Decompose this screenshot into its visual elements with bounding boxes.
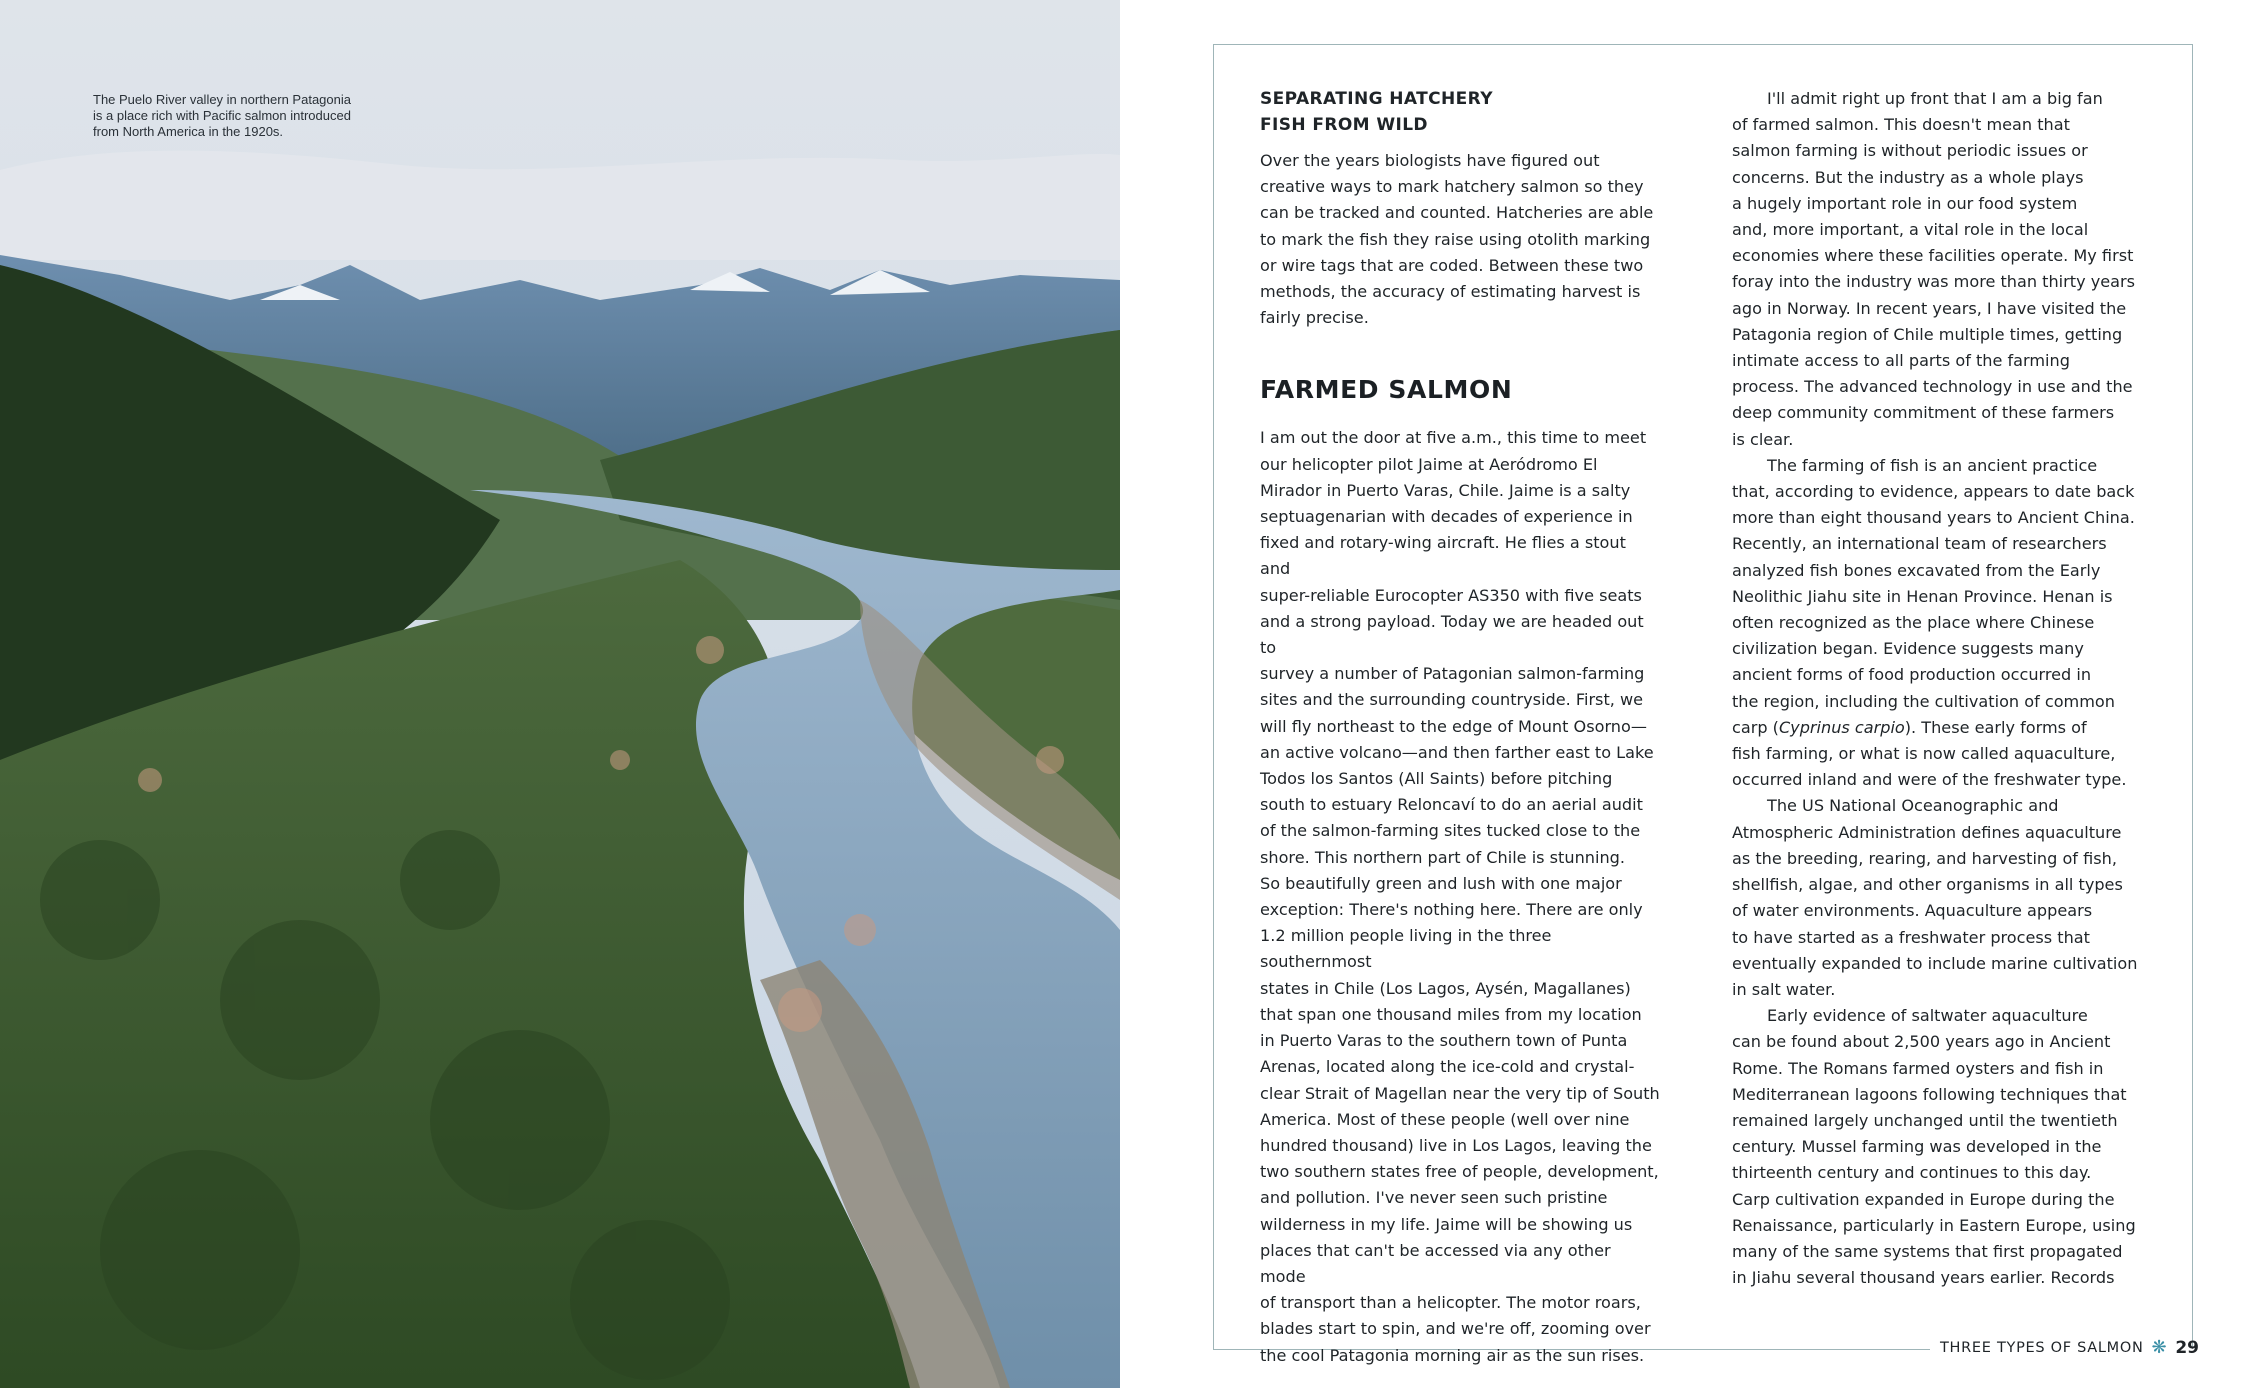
running-head: THREE TYPES OF SALMON bbox=[1940, 1339, 2144, 1356]
paragraph-noaa-definition: The US National Oceanographic and Atmospheric Administration defines aquaculture as the breeding, rearing, and harvesting of fish, shellfish, algae, and other organisms in all types of water environments. Aquaculture appears to have started as a freshwater process that eventually expanded to include marine cultivation in salt water. bbox=[1732, 796, 2138, 999]
snowflake-ornament-icon: ❋ bbox=[2151, 1337, 2168, 1358]
paragraph-ancient-practice bbox=[1732, 453, 2140, 794]
paragraph-big-fan: I'll admit right up front that I am a big fan of farmed salmon. This doesn't mean that salmon farming is without periodic issues or concerns. But the industry as a whole plays a hugely important role in our food system and, more important, a vital role in the local economies where these facilities operate. My first foray into the industry was more than thirty years ago in Norway. In recent years, I have visited the Patagonia region of Chile multiple times, getting intimate access to all parts of the farming process. The advanced technology in use and the deep community commitment of these farmers is clear. bbox=[1732, 89, 2135, 449]
page-footer bbox=[1940, 1337, 2199, 1358]
left-text-column bbox=[1260, 86, 1660, 1369]
ancient-practice-text-a: The farming of fish is an ancient practice that, according to evidence, appears to date back more than eight thousand years to Ancient China. Recently, an international team of researchers analyzed fish bones excavated from the Early Neolithic Jiahu site in Henan Province. Henan is often recognized as the place where Chinese civilization began. Evidence suggests many ancient forms of food production occurred in the region, including the cultivation of common carp ( bbox=[1732, 455, 2135, 737]
patagonia-river-photo bbox=[0, 0, 1120, 1388]
page-number: 29 bbox=[2175, 1337, 2199, 1358]
section-heading-farmed-salmon: FARMED SALMON bbox=[1260, 375, 1513, 405]
paragraph-saltwater-aquaculture: Early evidence of saltwater aquaculture can be found about 2,500 years ago in Ancient Rome. The Romans farmed oysters and fish in Mediterranean lagoons following techniques that remained largely unchanged until the twentieth century. Mussel farming was developed in the thirteenth century and continues to this day. Carp cultivation expanded in Europe during the Renaissance, particularly in Eastern Europe, using many of the same systems that first propagated in Jiahu several thousand years earlier. Records bbox=[1732, 1006, 2136, 1288]
intro-paragraph: Over the years biologists have figured out creative ways to mark hatchery salmon so they can be tracked and counted. Hatcheries are able to mark the fish they raise using otolith marking or wire tags that are coded. Between these two methods, the accuracy of estimating harvest is fairly precise. bbox=[1260, 151, 1654, 328]
right-text-column bbox=[1732, 86, 2140, 1291]
species-name-italic: Cyprinus carpio bbox=[1778, 717, 1905, 737]
subheading-separating-hatchery: SEPARATING HATCHERY FISH FROM WILD bbox=[1260, 89, 1493, 135]
ancient-practice-text-b: ). These early forms of fish farming, or what is now called aquaculture, occurred inland and were of the freshwater type. bbox=[1732, 717, 2127, 790]
helicopter-paragraph: I am out the door at five a.m., this time to meet our helicopter pilot Jaime at Aeródromo El Mirador in Puerto Varas, Chile. Jaime is a salty septuagenarian with decades of experience in fixed and rotary-wing aircraft. He flies a stout and super-reliable Eurocopter AS350 with five seats and a strong payload. Today we are headed out to survey a number of Patagonian salmon-farming sites and the surrounding countryside. First, we will fly northeast to the edge of Mount Osorno— an active volcano—and then farther east to Lake Todos los Santos (All Saints) before pitching south to estuary Reloncaví to do an aerial audit of the salmon-farming sites tucked close to the shore. This northern part of Chile is stunning. So beautifully green and lush with one major exception: There's nothing here. There are only 1.2 million people living in the three southernmost states in Chile (Los Lagos, Aysén, Magallanes) that span one thousand miles from my location in Puerto Varas to the southern town of Punta Arenas, located along the ice-cold and crystal- clear Strait of Magellan near the very tip of South America. Most of these people (well over nine hundred thousand) live in Los Lagos, leaving the two southern states free of people, development, and pollution. I've never seen such pristine wilderness in my life. Jaime will be showing us places that can't be accessed via any other mode of transport than a helicopter. The motor roars, blades start to spin, and we're off, zooming over the cool Patagonia morning air as the sun rises. bbox=[1260, 428, 1660, 1365]
photo-caption: The Puelo River valley in northern Patagonia is a place rich with Pacific salmon introduced from North America in the 1920s. bbox=[93, 92, 351, 139]
